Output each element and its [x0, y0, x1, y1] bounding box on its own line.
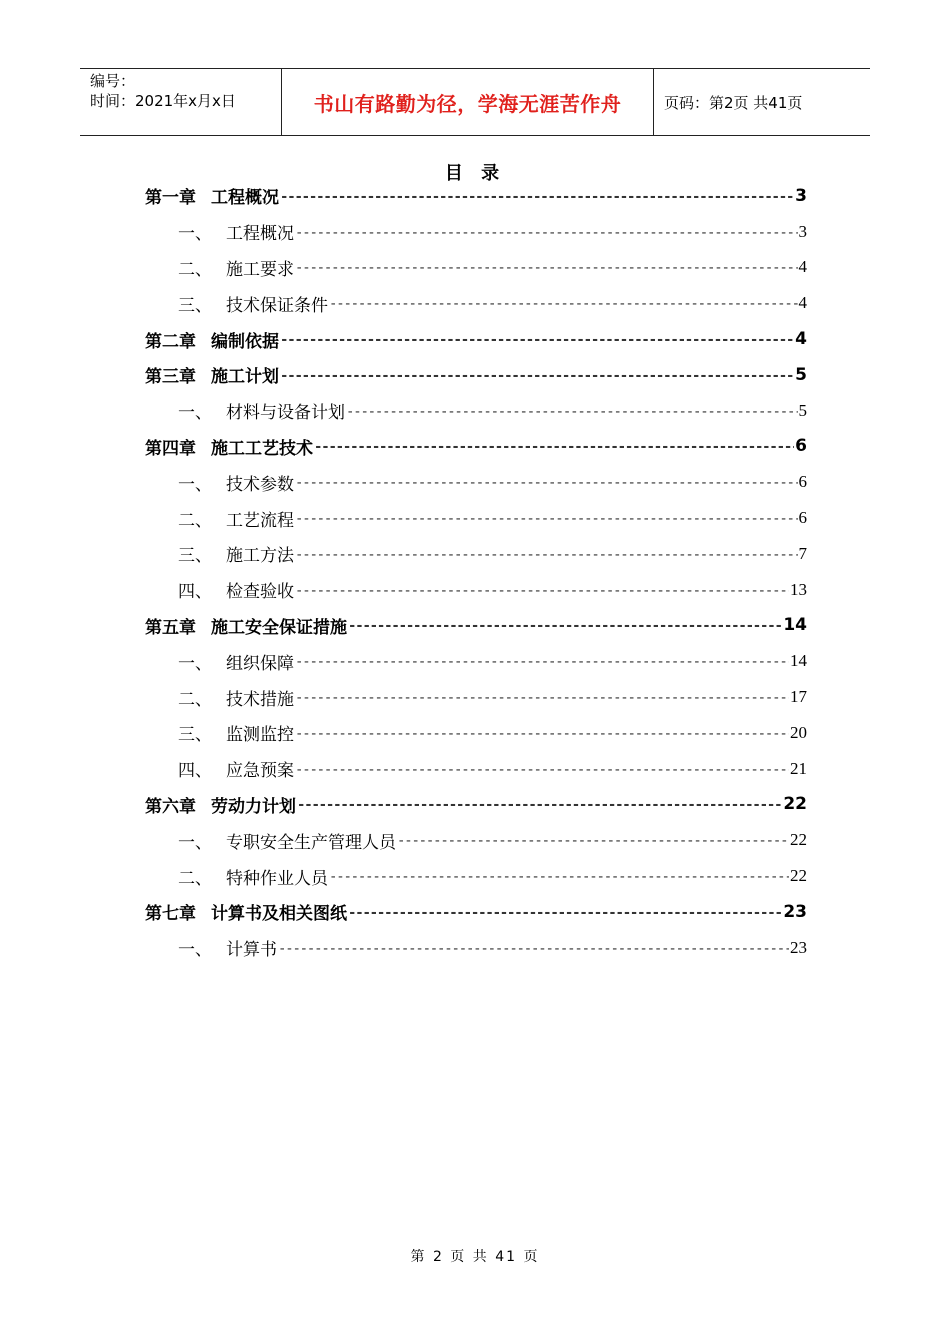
toc-entry-page: 5 [795, 364, 807, 385]
toc-leader-dashes [295, 508, 798, 528]
toc-leader-dashes [348, 615, 782, 635]
toc-entry-number: 第二章 [145, 331, 196, 352]
toc-entry-number: 三、 [178, 546, 212, 567]
toc-entry-number: 一、 [178, 653, 212, 674]
toc-entry-page: 5 [798, 400, 807, 420]
toc-entry-number: 第七章 [145, 904, 196, 925]
toc-entry-page: 4 [798, 293, 807, 313]
toc-entry-title: 应急预案 [226, 761, 294, 782]
toc-chapter-entry[interactable] [145, 787, 807, 823]
toc-entry-title: 施工要求 [226, 259, 294, 280]
toc-entry-title: 施工安全保证措施 [211, 617, 347, 638]
toc-section-entry[interactable] [145, 285, 807, 321]
toc-section-entry[interactable] [145, 643, 807, 679]
toc-entry-page: 23 [790, 937, 807, 957]
toc-entry-title: 施工计划 [211, 367, 279, 388]
page-footer: 第 2 页 共 41 页 [410, 1249, 540, 1265]
table-of-contents [145, 178, 807, 966]
toc-entry-page: 4 [795, 329, 807, 350]
toc-entry-number: 一、 [178, 940, 212, 961]
toc-chapter-entry[interactable] [145, 894, 807, 930]
toc-entry-title: 专职安全生产管理人员 [226, 832, 396, 853]
toc-chapter-entry[interactable] [145, 608, 807, 644]
toc-leader-dashes [295, 687, 789, 707]
toc-entry-title: 工程概况 [211, 188, 279, 209]
toc-entry-number: 第四章 [145, 438, 196, 459]
toc-leader-dashes [297, 794, 782, 814]
toc-entry-number: 三、 [178, 725, 212, 746]
toc-leader-dashes [295, 723, 789, 743]
toc-entry-title: 工艺流程 [226, 510, 294, 531]
toc-entry-number: 第六章 [145, 796, 196, 817]
toc-leader-dashes [280, 329, 794, 349]
toc-entry-page: 6 [798, 472, 807, 492]
toc-entry-page: 23 [783, 901, 807, 922]
toc-entry-number: 四、 [178, 761, 212, 782]
header-meta [80, 69, 282, 135]
toc-entry-title: 技术保证条件 [226, 295, 328, 316]
toc-entry-page: 22 [790, 830, 807, 850]
toc-leader-dashes [295, 651, 789, 671]
toc-entry-page: 20 [790, 722, 807, 742]
toc-chapter-entry[interactable] [145, 429, 807, 465]
toc-leader-dashes [295, 759, 789, 779]
page-header [80, 68, 870, 136]
toc-entry-title: 编制依据 [211, 331, 279, 352]
toc-entry-title: 特种作业人员 [226, 868, 328, 889]
toc-entry-number: 第五章 [145, 617, 196, 638]
toc-leader-dashes [397, 830, 789, 850]
toc-entry-title: 劳动力计划 [211, 796, 296, 817]
toc-entry-page: 13 [790, 579, 807, 599]
toc-entry-title: 工程概况 [226, 224, 294, 245]
toc-section-entry[interactable] [145, 679, 807, 715]
toc-entry-title: 技术措施 [226, 689, 294, 710]
toc-entry-page: 7 [798, 543, 807, 563]
date-label: 时间：2021年x月x日 [90, 92, 236, 110]
toc-entry-page: 22 [790, 866, 807, 886]
toc-entry-title: 检查验收 [226, 582, 294, 603]
toc-entry-number: 第三章 [145, 367, 196, 388]
toc-section-entry[interactable] [145, 393, 807, 429]
toc-section-entry[interactable] [145, 214, 807, 250]
header-motto: 书山有路勤为径，学海无涯苦作舟 [313, 91, 622, 116]
toc-entry-number: 二、 [178, 259, 212, 280]
toc-section-entry[interactable] [145, 930, 807, 966]
toc-entry-number: 二、 [178, 689, 212, 710]
toc-section-entry[interactable] [145, 500, 807, 536]
toc-entry-title: 计算书及相关图纸 [211, 904, 347, 925]
toc-leader-dashes [295, 580, 789, 600]
toc-section-entry[interactable] [145, 572, 807, 608]
toc-entry-page: 3 [795, 185, 807, 206]
toc-chapter-entry[interactable] [145, 321, 807, 357]
toc-section-entry[interactable] [145, 822, 807, 858]
toc-entry-number: 一、 [178, 474, 212, 495]
toc-entry-page: 17 [790, 687, 807, 707]
toc-entry-number: 四、 [178, 582, 212, 603]
toc-entry-title: 组织保障 [226, 653, 294, 674]
toc-entry-title: 技术参数 [226, 474, 294, 495]
toc-entry-page: 14 [783, 615, 807, 636]
toc-entry-page: 21 [790, 758, 807, 778]
toc-title: 目 录 [444, 163, 506, 184]
toc-section-entry[interactable] [145, 751, 807, 787]
toc-entry-number: 三、 [178, 295, 212, 316]
toc-entry-number: 一、 [178, 224, 212, 245]
toc-entry-number: 一、 [178, 832, 212, 853]
toc-entry-number: 二、 [178, 868, 212, 889]
toc-leader-dashes [329, 866, 789, 886]
toc-entry-title: 监测监控 [226, 725, 294, 746]
toc-entry-number: 二、 [178, 510, 212, 531]
toc-entry-number: 一、 [178, 403, 212, 424]
toc-entry-title: 材料与设备计划 [226, 403, 345, 424]
toc-leader-dashes [295, 472, 798, 492]
header-page-info: 页码：第2页 共41页 [664, 93, 803, 112]
toc-leader-dashes [295, 544, 798, 564]
toc-entry-title: 计算书 [226, 940, 277, 961]
toc-leader-dashes [295, 222, 798, 242]
toc-leader-dashes [314, 436, 794, 456]
toc-entry-page: 3 [798, 221, 807, 241]
toc-section-entry[interactable] [145, 858, 807, 894]
toc-entry-page: 14 [790, 651, 807, 671]
toc-leader-dashes [329, 293, 798, 313]
toc-section-entry[interactable] [145, 464, 807, 500]
toc-chapter-entry[interactable] [145, 178, 807, 214]
toc-entry-number: 第一章 [145, 188, 196, 209]
toc-leader-dashes [278, 938, 789, 958]
number-label: 编号： [90, 72, 136, 90]
toc-chapter-entry[interactable] [145, 357, 807, 393]
toc-leader-dashes [295, 257, 798, 277]
toc-leader-dashes [346, 401, 798, 421]
toc-leader-dashes [280, 365, 794, 385]
toc-section-entry[interactable] [145, 250, 807, 286]
toc-entry-page: 4 [798, 257, 807, 277]
toc-section-entry[interactable] [145, 536, 807, 572]
toc-entry-title: 施工方法 [226, 546, 294, 567]
toc-leader-dashes [280, 186, 794, 206]
header-motto-cell [282, 69, 654, 135]
toc-section-entry[interactable] [145, 715, 807, 751]
toc-entry-page: 22 [783, 794, 807, 815]
toc-entry-title: 施工工艺技术 [211, 438, 313, 459]
toc-leader-dashes [348, 902, 782, 922]
toc-entry-page: 6 [798, 508, 807, 528]
toc-entry-page: 6 [795, 436, 807, 457]
